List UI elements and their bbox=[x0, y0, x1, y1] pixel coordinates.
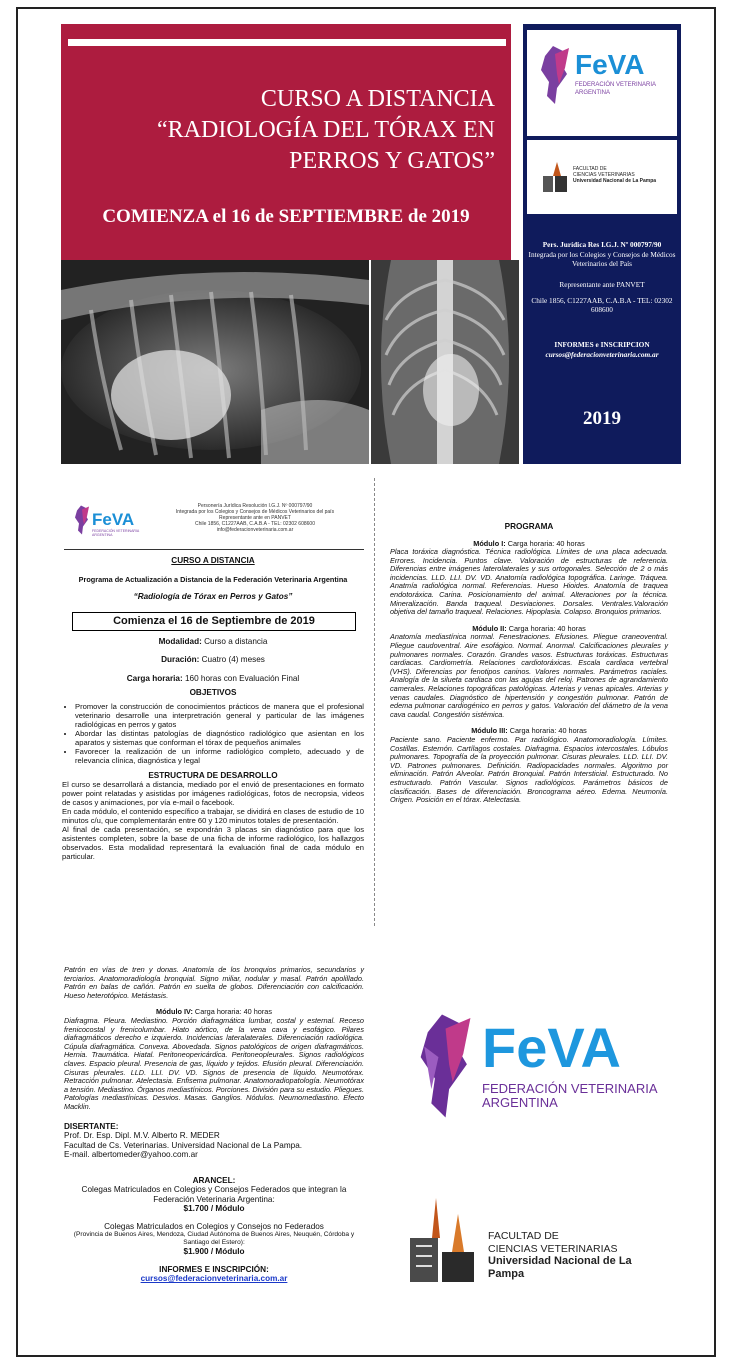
carga-line bbox=[62, 674, 364, 684]
objetivo-item: • Promover la construcción de conocimientos prácticos de manera que el profesional veterinario desarrolle una interpretración general y particular de las imágenes radiológicas en perros y gatos bbox=[75, 702, 364, 729]
disertante-affiliation: Facultad de Cs. Veterinarias. Universidad Nacional de La Pampa. bbox=[64, 1140, 303, 1150]
arancel-no-federados-price: $1.900 / Módulo bbox=[183, 1247, 245, 1256]
doc-feva-sub2: ARGENTINA bbox=[92, 533, 113, 537]
arancel-federados-price: $1.700 / Módulo bbox=[183, 1204, 245, 1213]
left-column bbox=[62, 556, 364, 861]
feva-logo-name: FeVA bbox=[575, 49, 645, 80]
informes-email-wrap bbox=[64, 1274, 364, 1284]
informes-email-link[interactable]: cursos@federacionveterinaria.com.ar bbox=[140, 1274, 288, 1283]
right-column bbox=[390, 522, 668, 805]
xray-ventrodorsal-image bbox=[371, 260, 519, 464]
feva-map-icon bbox=[535, 44, 571, 106]
faculty-line1: FACULTAD DE bbox=[573, 166, 607, 172]
modalidad-label: Modalidad: bbox=[158, 636, 202, 646]
disertante-name: Prof. Dr. Esp. Dipl. M.V. Alberto R. MEDER bbox=[64, 1131, 220, 1140]
carga-label: Carga horaria: bbox=[126, 673, 183, 683]
estructura-p1: El curso se desarrollará a distancia, mediado por el envió de presentaciones en formato power point relatadas y asistidas por imágenes radiológicas, fotos de necropsia, videos de casos y animaciones, por vía e-mail o facebook. bbox=[62, 780, 364, 808]
large-feva-sub1: FEDERACIÓN VETERINARIA bbox=[482, 1081, 658, 1096]
banner-title bbox=[65, 84, 495, 177]
large-faculty-line3: Universidad Nacional de La Pampa bbox=[488, 1255, 632, 1280]
objetivo-item: • Favorecer la realización de un informe radiológico completo, adecuado y de relevancia clínica, diagnóstica y legal bbox=[75, 747, 364, 765]
objetivos-list bbox=[62, 702, 364, 765]
large-faculty-emblem-icon bbox=[408, 1198, 480, 1286]
feva-logo-sub2: ARGENTINA bbox=[575, 90, 611, 96]
large-faculty-logo bbox=[408, 1196, 670, 1292]
start-date-box: Comienza el 16 de Septiembre de 2019 bbox=[72, 612, 356, 631]
faculty-line3: Universidad Nacional de La Pampa bbox=[573, 178, 657, 184]
informes-heading: INFORMES E INSCRIPCIÓN: bbox=[159, 1264, 269, 1274]
large-feva-sub2: ARGENTINA bbox=[482, 1095, 558, 1110]
large-faculty-line2: CIENCIAS VETERINARIAS bbox=[488, 1242, 618, 1255]
side-persona: Pers. Jurídica Res I.G.J. Nº 000797/90 bbox=[542, 240, 662, 249]
side-integrada: Integrada por los Colegios y Consejos de Médicos Veterinarios del País bbox=[528, 250, 676, 268]
bottom-left-column bbox=[64, 966, 364, 1284]
banner-title-line2: “RADIOLOGÍA DEL TÓRAX EN bbox=[157, 117, 495, 143]
objetivos-heading: OBJETIVOS bbox=[189, 688, 237, 698]
modulo4-text: Diafragma. Pleura. Mediastino. Porción diafragmática lumbar, costal y esternal. Receso frenicocostal y frenicolumbar. Hiato aórtico, de la vena cava y esofágico. Pilares diafragmáticos derecho e izquierdo. Incidencias lateralaterales. Diferenciación radiológica. Cúpula diafragmática. Convexa. Abovedada. Signos patológicos de origen diafragmáticos. Hernia. Traumática. Hiatal. Peritoneopericárdica. Peritoneopleurales. Signos radiológicos claves. Espacio pleural. Presencia de gas, líquido y tejidos. Efusión pleural. Diferenciación. Cisuras pleurales. LLD. LLI. DV. VD. Signos de presencia de líquido. Neumotórax. Retracción pulmonar. Atelectasia. Enfisema pulmonar. Anatomoradiopatología. Neumotórax a tensión. Mediastino. Órganos mediastínicos. Porciones. División para su estudio. Pliegues. Patologías mediastínicas. Desvios. Masas. Ganglios. Nódulos. Neumomediastino. Efecto Macklin. bbox=[64, 1015, 364, 1111]
faculty-logo-box bbox=[527, 140, 677, 214]
column-divider bbox=[374, 478, 375, 926]
modalidad-line bbox=[62, 637, 364, 647]
side-informes: INFORMES e INSCRIPCION bbox=[554, 340, 650, 349]
modalidad-value: Curso a distancia bbox=[204, 636, 268, 646]
header-divider bbox=[64, 549, 364, 550]
modulo1-hours: Carga horaria: 40 horas bbox=[507, 538, 585, 548]
banner-title-line1: CURSO A DISTANCIA bbox=[260, 86, 495, 112]
modulo2-title: Módulo II: bbox=[472, 623, 507, 633]
header-line5: info@federacionveterinaria.com.ar bbox=[216, 527, 294, 533]
estructura-p2: En cada módulo, el contenido específico a trabajar, se dividirá en clases de estudio de 10 minutos c/u, que complementarán entre 60 y 120 minutos totales de presentación. bbox=[62, 807, 364, 826]
header-line2: Integrada por los Colegios y Consejos de Médicos Veterinarios del país bbox=[175, 509, 335, 515]
curso-heading: CURSO A DISTANCIA bbox=[171, 556, 255, 565]
side-year: 2019 bbox=[583, 408, 621, 429]
modulo4-hours: Carga horaria: 40 horas bbox=[194, 1007, 272, 1017]
programa-title: PROGRAMA bbox=[504, 522, 554, 531]
doc-header bbox=[160, 503, 350, 533]
doc-feva-sub bbox=[92, 529, 139, 537]
modulo3-text: Paciente sano. Paciente enfermo. Par radiológico. Anatomoradiología. Límites. Costillas. Esternón. Cartílagos costales. Diafragma. Espacios intercostales. Lóbulos pulmonares. Topografía de la proyección pulmonar. Cisuras pleurales. LLD. LLI. DV. VD. Patrones pulmonares. Definición. Radiopacidades normales. Algoritmo por eliminación. Patrón Alveolar. Patrón Bronquial. Patrón Intersticial. Estructurado. No estructurado. Patrón Vascular. Signos radiológicos. Parámetros básicos de clasificación. Bases de diferenciación. Broncograma aéreo. Edema. Neumonía. Origen. Posición en el tórax. Atelectasia. bbox=[390, 734, 668, 805]
large-faculty-line1: FACULTAD DE bbox=[488, 1230, 559, 1242]
banner-start-date: COMIENZA el 16 de SEPTIEMBRE de 2019 bbox=[102, 206, 470, 227]
arancel-federados: Colegas Matriculados en Colegios y Consejos Federados que integran la Federación Veterinaria Argentina: bbox=[81, 1185, 347, 1204]
info-side-panel bbox=[523, 24, 681, 464]
large-faculty-text bbox=[488, 1230, 670, 1280]
xray-lateral-image bbox=[61, 260, 369, 464]
doc-feva-sub1: FEDERACIÓN VETERINARIA bbox=[92, 529, 140, 533]
banner-title-line3: PERROS Y GATOS” bbox=[289, 148, 495, 174]
duracion-line bbox=[62, 655, 364, 665]
carga-value: 160 horas con Evaluación Final bbox=[185, 673, 300, 683]
side-address: Chile 1856, C1227AAB, C.A.B.A - TEL: 02302 608600 bbox=[531, 296, 673, 314]
banner-bar bbox=[68, 39, 506, 46]
large-feva-sub bbox=[482, 1082, 658, 1110]
duracion-label: Duración: bbox=[161, 655, 200, 665]
doc-feva-name: FeVA bbox=[92, 510, 135, 529]
large-feva-name: FeVA bbox=[482, 1016, 621, 1079]
header-line3: Representante ante en PANVET bbox=[219, 515, 291, 521]
doc-feva-map-icon bbox=[72, 504, 90, 536]
title-banner bbox=[61, 24, 511, 260]
modulo2-text: Anatomía mediastínica normal. Fenestraciones. Efusiones. Pliegue craneoventral. Pliegue caudoventral. Aire esofágico. Normal. Anormal. Calcificaciones pleurales y pulmonares normales. Corazón. Grandes vasos. Estructuras toráxicas. Estructuras cardiacas. Cardiometría. Relaciones cardiotoráxicas. Escala cardiaca vertebral (VHS). Diferencias por fenotipos caninos. Valores normales. Parámetros raciales. Analogía de la silueta cardiaca con las agujas del reloj. Patrones de agrandamiento camerales. Relaciones topográficas patológicas. Arterias y venas apicales. Arterias y venas caudales. Diagnóstico de hipertensión y congestión pulmonar. Patrón de edema pulmonar cardiogénico en perros y gatos. Valoración del diámetro de la vena cava caudal. Congestión sistémica. bbox=[390, 632, 668, 719]
side-representante: Representante ante PANVET bbox=[559, 280, 645, 289]
faculty-emblem-icon bbox=[541, 162, 569, 194]
disertante-heading: DISERTANTE: bbox=[64, 1121, 119, 1131]
duracion-value: Cuatro (4) meses bbox=[201, 655, 265, 665]
header-line4: Chile 1856, C1227AAB, C.A.B.A - TEL: 02302 608600 bbox=[195, 521, 315, 527]
objetivo-item: • Abordar las distintas patologías de diagnóstico radiológico que asientan en los aparatos y sistemas que conforman el tórax de pequeños animales bbox=[75, 729, 364, 747]
programa-heading: Programa de Actualización a Distancia de la Federación Veterinaria Argentina bbox=[78, 574, 348, 584]
arancel-heading: ARANCEL: bbox=[192, 1175, 236, 1185]
modulo4-title: Módulo IV: bbox=[156, 1007, 193, 1017]
feva-logo-sub1: FEDERACIÓN VETERINARIA bbox=[575, 82, 657, 88]
modulo2-hours: Carga horaria: 40 horas bbox=[508, 623, 586, 633]
modulo3-hours: Carga horaria: 40 horas bbox=[509, 726, 587, 736]
arancel-no-federados-provinces: (Provincia de Buenos Aires, Mendoza, Ciudad Autónoma de Buenos Aires, Neuquén, Córdoba y Santiago del Estero): bbox=[73, 1231, 355, 1246]
estructura-heading: ESTRUCTURA DE DESARROLLO bbox=[148, 770, 278, 780]
faculty-logo-text bbox=[573, 166, 656, 184]
faculty-line2: CIENCIAS VETERINARIAS bbox=[573, 172, 635, 178]
course-title: “Radiología de Tórax en Perros y Gatos” bbox=[133, 592, 293, 602]
estructura-p3: Al final de cada presentación, se expondrán 3 placas sin diagnóstico para que los asistentes completen, sobre la base de una ficha de informe radiológico, los hallazgos observados. Esta modalidad representará la evaluación final de cada módulo en particular. bbox=[62, 825, 364, 862]
modulo3-title: Módulo III: bbox=[471, 726, 508, 736]
doc-feva-logo bbox=[72, 504, 152, 544]
modulo1-text: Placa toráxica diagnóstica. Técnica radiológica. Límites de una placa adecuada. Errores. Incidencia. Puntos clave. Valoración de estructuras de referencia. Diferencias entre imágenes laterolaterales y sus ortogonales. Selección de 2 o más incidencias. LLD. LLI. DV. VD. Anatomía radiológica topográfica. Laringe. Tráquea. Anatmía radiológica normal. Referencias. Hueso Hioides. Anatomía de traquea endotoráxica. Carina. Posicionamiento del animal. Alteraciones por la técnica. Mineralización. Banda traqueal. Desviaciones. Dorsales. Ventrales.Valoración objetiva del tamaño traqueal. Relaciones. Hipoplasia. Colapso. Bronquios primarios. bbox=[390, 547, 668, 617]
modulo3-continued: Patrón en vías de tren y donas. Anatomía de los bronquios primarios, secundarios y terciarios. Anatomoradiología bronquial. Signo miliar, nodular y masal. Patrón apolillado. Patrón en balas de cañón. Patrón en suelta de globos. Diferenciación con calcificación. Hueso heterotópico. Metástasis. bbox=[64, 965, 364, 1000]
header-line1: Personería Jurídica Resolución I.G.J. Nº 000797/90 bbox=[197, 503, 313, 509]
disertante-email: E-mail. albertomeder@yahoo.com.ar bbox=[64, 1150, 198, 1159]
feva-logo-box bbox=[527, 30, 677, 136]
large-feva-logo bbox=[410, 1000, 670, 1140]
side-email[interactable]: cursos@federacionveterinaria.com.ar bbox=[545, 350, 659, 359]
arancel-no-federados: Colegas Matriculados en Colegios y Consejos no Federados bbox=[104, 1221, 324, 1231]
modulo1-title: Módulo I: bbox=[473, 538, 506, 548]
large-feva-map-icon bbox=[410, 1006, 474, 1126]
